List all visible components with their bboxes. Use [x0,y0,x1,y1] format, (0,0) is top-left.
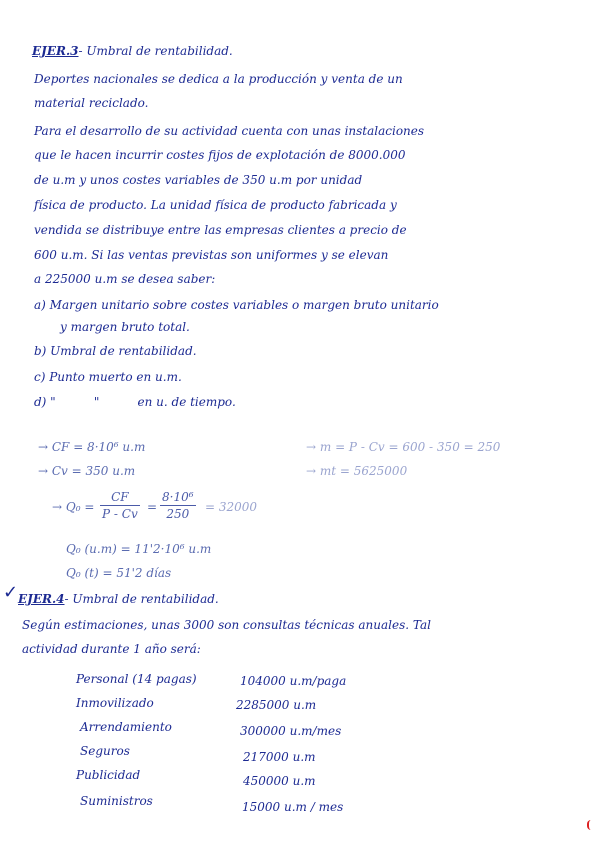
calc-equals-1: = [147,500,158,514]
fraction-1-denominator: P - Cv [102,507,138,521]
fraction-2-numerator: 8·10⁶ [162,490,194,504]
fraction-2-bar [160,505,196,506]
calc-m: → m = P - Cv = 600 - 350 = 250 [306,440,501,454]
question-a-line-2: y margen bruto total. [60,320,190,334]
ejer4-body-line-2: actividad durante 1 año será: [22,642,201,656]
cost-item-name: Seguros [80,744,130,758]
question-a-line-1: a) Margen unitario sobre costes variables o margen bruto unitario [34,298,439,312]
calc-cf: → CF = 8·10⁶ u.m [38,440,146,454]
fraction-values [160,490,196,521]
red-margin-mark [587,820,595,830]
ejer4-body-line-1: Según estimaciones, unas 3000 son consultas técnicas anuales. Tal [22,618,431,632]
ejer3-body-line-7: a 225000 u.m se desea saber: [34,272,216,286]
calc-mt: → mt = 5625000 [306,464,408,478]
fraction-1-bar [100,505,140,506]
calc-q0-time: Q₀ (t) = 51'2 días [66,566,172,580]
ejer4-heading [18,592,219,606]
fraction-2-denominator: 250 [166,507,190,521]
ejer3-body-line-3: de u.m y unos costes variables de 350 u.m por unidad [34,173,363,187]
ejer3-body-line-6: 600 u.m. Si las ventas previstas son uniformes y se elevan [34,248,389,262]
ejer4-label: EJER.4 [18,592,65,606]
checkmark-icon: ✓ [3,582,19,603]
calc-q0-um: Q₀ (u.m) = 11'2·10⁶ u.m [66,542,212,556]
fraction-cf-over-margin [100,490,140,521]
ejer3-body-line-2: que le hacen incurrir costes fijos de explotación de 8000.000 [34,148,406,162]
ejer3-body-line-1: Para el desarrollo de su actividad cuenta con unas instalaciones [34,124,425,138]
cost-item-value: 217000 u.m [243,750,316,764]
ejer4-title: - Umbral de rentabilidad. [64,592,219,606]
calc-result-q0: = 32000 [205,500,258,514]
question-d: d) " " en u. de tiempo. [34,395,236,409]
cost-item-value: 104000 u.m/paga [240,674,347,688]
ejer3-intro-line-1: Deportes nacionales se dedica a la producción y venta de un [34,72,403,86]
cost-item-name: Personal (14 pagas) [76,672,197,686]
cost-item-name: Arrendamiento [80,720,172,734]
cost-item-name: Publicidad [76,768,141,782]
calc-cv: → Cv = 350 u.m [38,464,136,478]
fraction-1-numerator: CF [111,490,129,504]
cost-item-value: 300000 u.m/mes [240,724,342,738]
question-c: c) Punto muerto en u.m. [34,370,182,384]
ejer3-label: EJER.3 [32,44,79,58]
cost-item-name: Inmovilizado [76,696,154,710]
cost-item-value: 15000 u.m / mes [242,800,344,814]
cost-item-value: 450000 u.m [243,774,316,788]
ejer3-intro-line-2: material reciclado. [34,96,149,110]
cost-item-name: Suministros [80,794,153,808]
ejer3-title: - Umbral de rentabilidad. [78,44,233,58]
ejer3-body-line-5: vendida se distribuye entre las empresas clientes a precio de [34,223,407,237]
cost-item-value: 2285000 u.m [236,698,317,712]
ejer3-body-line-4: física de producto. La unidad física de producto fabricada y [34,198,397,212]
ejer3-heading [32,44,233,58]
question-b: b) Umbral de rentabilidad. [34,344,197,358]
calc-q0-label: → Q₀ = [52,500,95,514]
